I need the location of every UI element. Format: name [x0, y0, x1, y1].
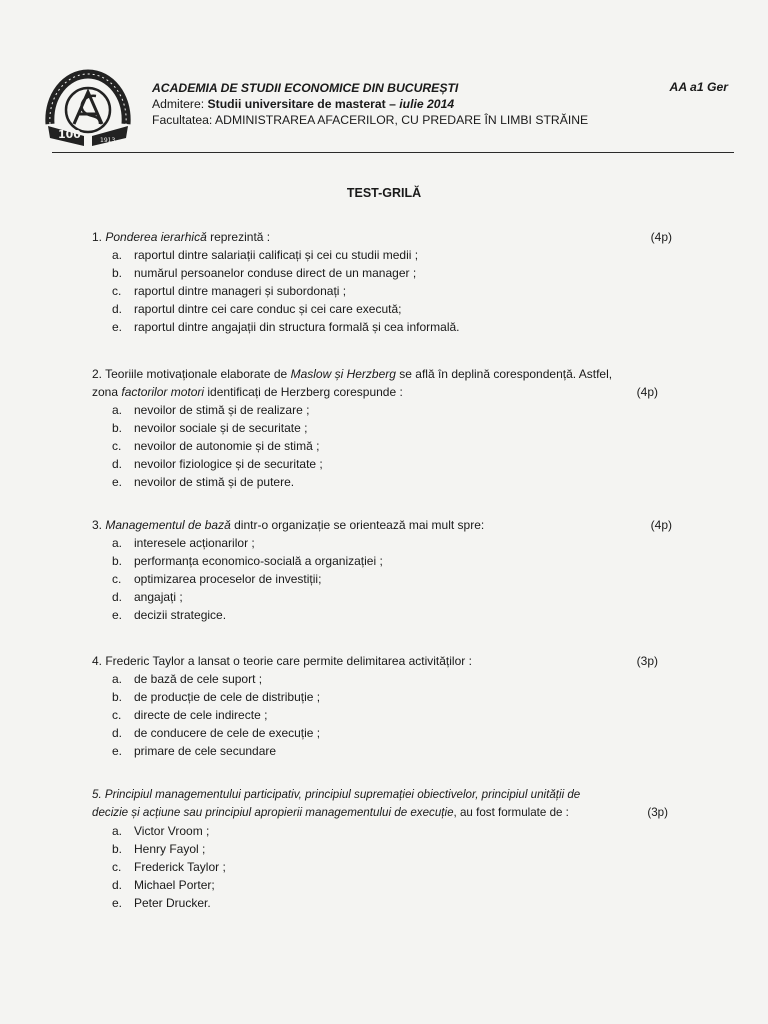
- option-2c[interactable]: c. nevoilor de autonomie și de stimă ;: [112, 439, 320, 453]
- option-2e[interactable]: e. nevoilor de stimă și de putere.: [112, 475, 295, 489]
- option-3e[interactable]: e. decizii strategice.: [112, 608, 227, 622]
- university-seal-icon: [44, 66, 132, 150]
- option-2d[interactable]: d. nevoilor fiziologice și de securitate ;: [112, 457, 323, 471]
- option-1e[interactable]: e. raportul dintre angajații din structura formală și cea informală.: [112, 320, 460, 334]
- option-3c[interactable]: c. optimizarea proceselor de investiții;: [112, 572, 322, 586]
- document-code: AA a1 Ger: [669, 80, 728, 94]
- question-2-options: [92, 401, 684, 491]
- question-2-stem-line1: 2. Teoriile motivaționale elaborate de Maslow și Herzberg se află în deplină corespondență. Astfel,: [92, 367, 613, 381]
- option-4a[interactable]: a. de bază de cele suport ;: [112, 672, 263, 686]
- question-4-points: (3p): [636, 654, 658, 668]
- svg-text:1913: 1913: [100, 137, 116, 144]
- faculty-line: Facultatea: ADMINISTRAREA AFACERILOR, CU PREDARE ÎN LIMBI STRĂINE: [152, 113, 589, 127]
- option-2a[interactable]: a. nevoilor de stimă și de realizare ;: [112, 403, 310, 417]
- svg-text:100: 100: [58, 128, 81, 141]
- option-4c[interactable]: c. directe de cele indirecte ;: [112, 708, 268, 722]
- institution-name: ACADEMIA DE STUDII ECONOMICE DIN BUCUREȘTI: [152, 81, 459, 95]
- option-1d[interactable]: d. raportul dintre cei care conduc și cei care execută;: [112, 302, 402, 316]
- option-5b[interactable]: b. Henry Fayol ;: [112, 842, 206, 856]
- question-3-stem: 3. Managementul de bază dintr-o organizație se orientează mai mult spre: (4p): [92, 518, 672, 532]
- option-3d[interactable]: d. angajați ;: [112, 590, 183, 604]
- option-3a[interactable]: a. interesele acționarilor ;: [112, 536, 255, 550]
- question-5-stem-line1: 5. Principiul managementului participativ, principiul supremației obiectivelor, principiul unității de: [92, 788, 581, 801]
- question-4-options: [92, 670, 658, 760]
- option-3b[interactable]: b. performanța economico-socială a organizației ;: [112, 554, 383, 568]
- question-3-options: [92, 534, 672, 624]
- option-5a[interactable]: a. Victor Vroom ;: [112, 824, 210, 838]
- question-3: [92, 516, 672, 624]
- header: [152, 80, 672, 128]
- question-5-options: [92, 822, 668, 912]
- question-1: [92, 228, 672, 336]
- question-1-points: (4p): [650, 230, 672, 244]
- option-5c[interactable]: c. Frederick Taylor ;: [112, 860, 226, 874]
- question-3-points: (4p): [650, 518, 672, 532]
- option-4e[interactable]: e. primare de cele secundare: [112, 744, 277, 758]
- question-5-stem-line2: decizie și acțiune sau principiul apropierii managementului de execuție, au fost formulate de : (3p): [92, 804, 668, 822]
- option-4d[interactable]: d. de conducere de cele de execuție ;: [112, 726, 321, 740]
- question-2-points: (4p): [636, 385, 658, 399]
- option-4b[interactable]: b. de producție de cele de distribuție ;: [112, 690, 321, 704]
- option-5e[interactable]: e. Peter Drucker.: [112, 896, 211, 910]
- question-5-points: (3p): [647, 806, 668, 819]
- option-1a[interactable]: a. raportul dintre salariații calificați și cei cu studii medii ;: [112, 248, 419, 262]
- option-1c[interactable]: c. raportul dintre manageri și subordonați ;: [112, 284, 347, 298]
- question-1-options: [92, 246, 672, 336]
- question-2: [92, 365, 684, 491]
- question-4-stem: 4. Frederic Taylor a lansat o teorie care permite delimitarea activităților : (3p): [92, 654, 658, 668]
- option-5d[interactable]: d. Michael Porter;: [112, 878, 215, 892]
- admission-line: Admitere: Studii universitare de masterat – iulie 2014: [152, 97, 455, 111]
- question-2-stem-line2: zona factorilor motori identificați de Herzberg corespunde : (4p): [92, 385, 658, 399]
- option-1b[interactable]: b. numărul persoanelor conduse direct de un manager ;: [112, 266, 417, 280]
- question-4: [92, 652, 658, 760]
- header-divider: [52, 152, 734, 153]
- question-1-stem: 1. Ponderea ierarhică reprezintă : (4p): [92, 230, 672, 244]
- option-2b[interactable]: b. nevoilor sociale și de securitate ;: [112, 421, 308, 435]
- question-5: [92, 786, 668, 912]
- page-title: TEST-GRILĂ: [346, 186, 422, 200]
